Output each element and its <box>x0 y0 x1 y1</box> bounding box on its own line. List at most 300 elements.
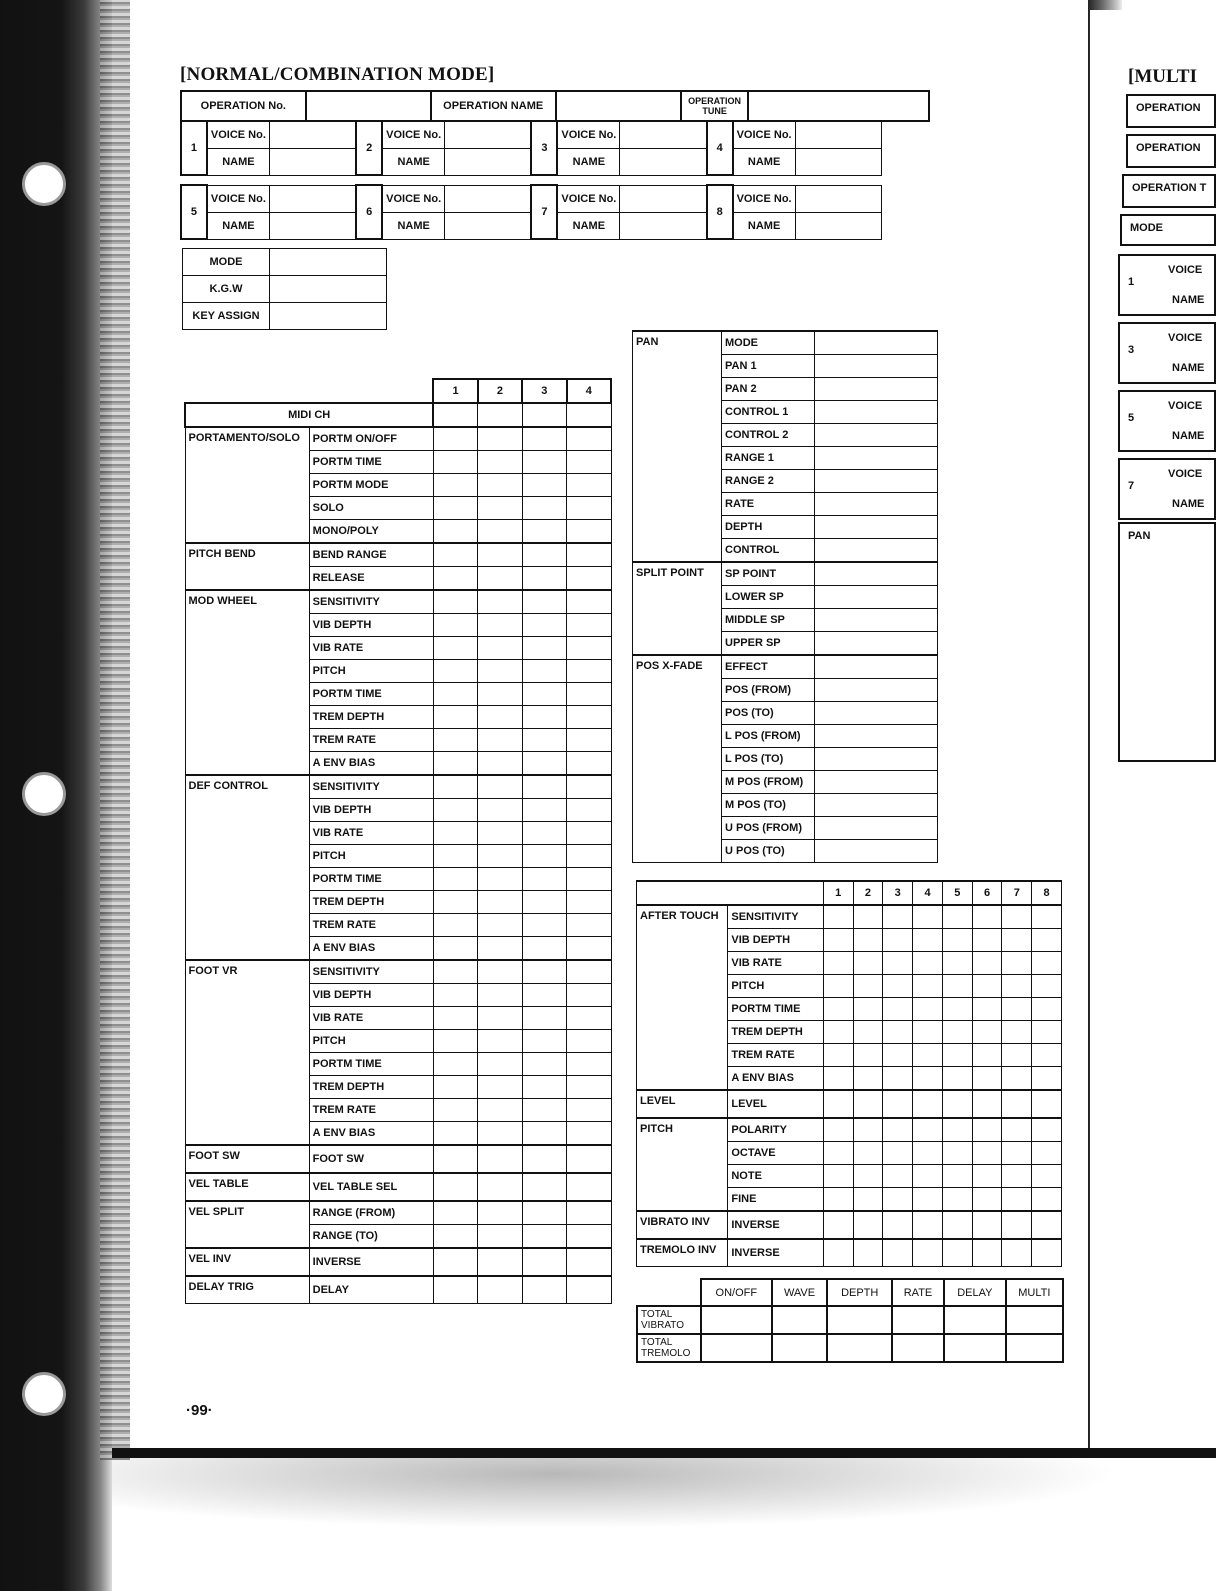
value-field[interactable] <box>1002 1211 1032 1239</box>
value-field[interactable] <box>567 1225 611 1249</box>
value-field[interactable] <box>942 998 972 1021</box>
value-field[interactable] <box>1032 1021 1062 1044</box>
value-field[interactable] <box>433 614 477 637</box>
value-field[interactable] <box>972 952 1002 975</box>
value-field[interactable] <box>522 984 566 1007</box>
value-field[interactable] <box>567 706 611 729</box>
value-field[interactable] <box>433 543 477 567</box>
value-field[interactable] <box>942 1090 972 1118</box>
value-field[interactable] <box>433 1276 477 1304</box>
value-field[interactable] <box>522 799 566 822</box>
value-field[interactable] <box>942 1239 972 1267</box>
value-field[interactable] <box>1032 929 1062 952</box>
value-field[interactable] <box>567 614 611 637</box>
value-field[interactable] <box>433 1145 477 1173</box>
value-field[interactable] <box>522 590 566 614</box>
value-field[interactable] <box>1002 1021 1032 1044</box>
value-field[interactable] <box>522 497 566 520</box>
value-field[interactable] <box>478 1122 522 1146</box>
value-field[interactable] <box>815 424 938 447</box>
value-field[interactable] <box>815 771 938 794</box>
lfo-value-field[interactable] <box>892 1306 944 1334</box>
value-field[interactable] <box>478 1076 522 1099</box>
value-field[interactable] <box>478 799 522 822</box>
value-field[interactable] <box>478 683 522 706</box>
value-field[interactable] <box>478 660 522 683</box>
value-field[interactable] <box>823 952 853 975</box>
value-field[interactable] <box>853 929 883 952</box>
value-field[interactable] <box>1032 905 1062 929</box>
value-field[interactable] <box>823 998 853 1021</box>
value-field[interactable] <box>433 937 477 961</box>
value-field[interactable] <box>478 474 522 497</box>
value-field[interactable] <box>567 1145 611 1173</box>
value-field[interactable] <box>522 822 566 845</box>
value-field[interactable] <box>823 1165 853 1188</box>
value-field[interactable] <box>478 1276 522 1304</box>
value-field[interactable] <box>913 1165 943 1188</box>
value-field[interactable] <box>823 1067 853 1091</box>
value-field[interactable] <box>478 1173 522 1201</box>
voice-no-field[interactable] <box>269 185 356 212</box>
value-field[interactable] <box>815 817 938 840</box>
value-field[interactable] <box>823 1211 853 1239</box>
value-field[interactable] <box>913 905 943 929</box>
value-field[interactable] <box>567 868 611 891</box>
value-field[interactable] <box>823 1044 853 1067</box>
lfo-value-field[interactable] <box>944 1306 1006 1334</box>
value-field[interactable] <box>815 447 938 470</box>
value-field[interactable] <box>1032 998 1062 1021</box>
value-field[interactable] <box>913 1090 943 1118</box>
value-field[interactable] <box>433 706 477 729</box>
value-field[interactable] <box>1032 1067 1062 1091</box>
value-field[interactable] <box>433 637 477 660</box>
value-field[interactable] <box>478 822 522 845</box>
value-field[interactable] <box>433 567 477 591</box>
value-field[interactable] <box>478 706 522 729</box>
value-field[interactable] <box>567 1201 611 1225</box>
value-field[interactable] <box>522 1076 566 1099</box>
value-field[interactable] <box>853 1067 883 1091</box>
value-field[interactable] <box>913 952 943 975</box>
value-field[interactable] <box>522 914 566 937</box>
value-field[interactable] <box>478 590 522 614</box>
value-field[interactable] <box>567 799 611 822</box>
value-field[interactable] <box>478 868 522 891</box>
value-field[interactable] <box>972 1211 1002 1239</box>
value-field[interactable] <box>522 775 566 799</box>
value-field[interactable] <box>478 752 522 776</box>
value-field[interactable] <box>853 1090 883 1118</box>
value-field[interactable] <box>478 520 522 544</box>
value-field[interactable] <box>522 1030 566 1053</box>
value-field[interactable] <box>815 725 938 748</box>
value-field[interactable] <box>567 1276 611 1304</box>
value-field[interactable] <box>522 660 566 683</box>
value-field[interactable] <box>478 914 522 937</box>
value-field[interactable] <box>478 427 522 451</box>
value-field[interactable] <box>823 1118 853 1142</box>
value-field[interactable] <box>853 1142 883 1165</box>
voice-no-field[interactable] <box>445 185 532 212</box>
value-field[interactable] <box>883 1118 913 1142</box>
value-field[interactable] <box>478 984 522 1007</box>
value-field[interactable] <box>478 1030 522 1053</box>
value-field[interactable] <box>478 729 522 752</box>
value-field[interactable] <box>522 637 566 660</box>
value-field[interactable] <box>883 929 913 952</box>
voice-name-field[interactable] <box>445 148 532 175</box>
value-field[interactable] <box>913 975 943 998</box>
value-field[interactable] <box>522 1007 566 1030</box>
lfo-value-field[interactable] <box>1006 1306 1063 1334</box>
value-field[interactable] <box>1002 952 1032 975</box>
value-field[interactable] <box>972 905 1002 929</box>
value-field[interactable] <box>942 1211 972 1239</box>
value-field[interactable] <box>942 1188 972 1212</box>
value-field[interactable] <box>883 998 913 1021</box>
setting-field[interactable] <box>270 276 387 303</box>
value-field[interactable] <box>913 1211 943 1239</box>
value-field[interactable] <box>883 1211 913 1239</box>
value-field[interactable] <box>913 1239 943 1267</box>
value-field[interactable] <box>522 520 566 544</box>
value-field[interactable] <box>942 905 972 929</box>
value-field[interactable] <box>478 543 522 567</box>
value-field[interactable] <box>1032 975 1062 998</box>
voice-no-field[interactable] <box>620 121 707 148</box>
value-field[interactable] <box>567 427 611 451</box>
value-field[interactable] <box>883 1044 913 1067</box>
value-field[interactable] <box>815 840 938 863</box>
value-field[interactable] <box>433 660 477 683</box>
value-field[interactable] <box>478 891 522 914</box>
value-field[interactable] <box>972 1188 1002 1212</box>
value-field[interactable] <box>433 1225 477 1249</box>
value-field[interactable] <box>815 609 938 632</box>
value-field[interactable] <box>972 1239 1002 1267</box>
voice-name-field[interactable] <box>620 212 707 239</box>
value-field[interactable] <box>1032 1090 1062 1118</box>
value-field[interactable] <box>433 891 477 914</box>
value-field[interactable] <box>433 1007 477 1030</box>
value-field[interactable] <box>1002 1118 1032 1142</box>
value-field[interactable] <box>433 451 477 474</box>
value-field[interactable] <box>522 1145 566 1173</box>
value-field[interactable] <box>913 1142 943 1165</box>
value-field[interactable] <box>478 1248 522 1276</box>
value-field[interactable] <box>853 1188 883 1212</box>
value-field[interactable] <box>883 1165 913 1188</box>
value-field[interactable] <box>1002 1142 1032 1165</box>
value-field[interactable] <box>1002 1165 1032 1188</box>
value-field[interactable] <box>567 960 611 984</box>
value-field[interactable] <box>815 331 938 355</box>
operation-name-field[interactable] <box>556 91 681 121</box>
value-field[interactable] <box>815 401 938 424</box>
value-field[interactable] <box>853 1211 883 1239</box>
value-field[interactable] <box>522 960 566 984</box>
voice-no-field[interactable] <box>795 185 881 212</box>
value-field[interactable] <box>478 637 522 660</box>
value-field[interactable] <box>883 952 913 975</box>
value-field[interactable] <box>522 937 566 961</box>
value-field[interactable] <box>853 1118 883 1142</box>
value-field[interactable] <box>522 567 566 591</box>
value-field[interactable] <box>853 975 883 998</box>
value-field[interactable] <box>972 1044 1002 1067</box>
value-field[interactable] <box>567 914 611 937</box>
lfo-value-field[interactable] <box>772 1306 828 1334</box>
value-field[interactable] <box>522 1248 566 1276</box>
value-field[interactable] <box>522 614 566 637</box>
value-field[interactable] <box>567 1173 611 1201</box>
value-field[interactable] <box>942 1044 972 1067</box>
value-field[interactable] <box>913 1044 943 1067</box>
value-field[interactable] <box>567 590 611 614</box>
value-field[interactable] <box>815 493 938 516</box>
value-field[interactable] <box>522 891 566 914</box>
value-field[interactable] <box>942 1021 972 1044</box>
value-field[interactable] <box>567 1076 611 1099</box>
value-field[interactable] <box>815 748 938 771</box>
value-field[interactable] <box>815 794 938 817</box>
value-field[interactable] <box>815 355 938 378</box>
value-field[interactable] <box>478 1099 522 1122</box>
value-field[interactable] <box>433 1122 477 1146</box>
value-field[interactable] <box>433 1173 477 1201</box>
voice-name-field[interactable] <box>795 148 881 175</box>
value-field[interactable] <box>522 706 566 729</box>
value-field[interactable] <box>853 1165 883 1188</box>
value-field[interactable] <box>1032 1044 1062 1067</box>
value-field[interactable] <box>433 1201 477 1225</box>
value-field[interactable] <box>823 929 853 952</box>
value-field[interactable] <box>433 520 477 544</box>
value-field[interactable] <box>567 984 611 1007</box>
value-field[interactable] <box>853 998 883 1021</box>
lfo-value-field[interactable] <box>1006 1334 1063 1362</box>
value-field[interactable] <box>567 683 611 706</box>
value-field[interactable] <box>913 929 943 952</box>
value-field[interactable] <box>853 905 883 929</box>
value-field[interactable] <box>1002 998 1032 1021</box>
value-field[interactable] <box>522 1225 566 1249</box>
value-field[interactable] <box>883 1142 913 1165</box>
value-field[interactable] <box>567 1007 611 1030</box>
value-field[interactable] <box>942 929 972 952</box>
value-field[interactable] <box>823 1021 853 1044</box>
value-field[interactable] <box>522 427 566 451</box>
value-field[interactable] <box>433 1099 477 1122</box>
value-field[interactable] <box>567 891 611 914</box>
value-field[interactable] <box>478 614 522 637</box>
value-field[interactable] <box>853 1239 883 1267</box>
value-field[interactable] <box>478 1007 522 1030</box>
value-field[interactable] <box>522 1053 566 1076</box>
value-field[interactable] <box>433 914 477 937</box>
lfo-value-field[interactable] <box>944 1334 1006 1362</box>
value-field[interactable] <box>815 516 938 539</box>
voice-no-field[interactable] <box>620 185 707 212</box>
voice-no-field[interactable] <box>795 121 881 148</box>
value-field[interactable] <box>815 655 938 679</box>
value-field[interactable] <box>972 998 1002 1021</box>
value-field[interactable] <box>478 1145 522 1173</box>
value-field[interactable] <box>972 1090 1002 1118</box>
value-field[interactable] <box>478 1053 522 1076</box>
value-field[interactable] <box>433 683 477 706</box>
value-field[interactable] <box>1002 1067 1032 1091</box>
value-field[interactable] <box>823 1142 853 1165</box>
value-field[interactable] <box>853 952 883 975</box>
operation-tune-field[interactable] <box>748 91 929 121</box>
value-field[interactable] <box>433 1030 477 1053</box>
value-field[interactable] <box>567 1099 611 1122</box>
value-field[interactable] <box>522 845 566 868</box>
value-field[interactable] <box>972 929 1002 952</box>
value-field[interactable] <box>913 1188 943 1212</box>
value-field[interactable] <box>567 775 611 799</box>
value-field[interactable] <box>815 632 938 656</box>
value-field[interactable] <box>522 729 566 752</box>
value-field[interactable] <box>567 567 611 591</box>
value-field[interactable] <box>478 567 522 591</box>
value-field[interactable] <box>972 1021 1002 1044</box>
lfo-value-field[interactable] <box>701 1334 772 1362</box>
value-field[interactable] <box>567 637 611 660</box>
value-field[interactable] <box>522 752 566 776</box>
value-field[interactable] <box>883 1239 913 1267</box>
value-field[interactable] <box>823 1090 853 1118</box>
value-field[interactable] <box>942 1165 972 1188</box>
value-field[interactable] <box>433 497 477 520</box>
value-field[interactable] <box>522 1122 566 1146</box>
value-field[interactable] <box>823 905 853 929</box>
value-field[interactable] <box>942 975 972 998</box>
value-field[interactable] <box>567 520 611 544</box>
value-field[interactable] <box>815 679 938 702</box>
value-field[interactable] <box>478 1201 522 1225</box>
value-field[interactable] <box>1002 975 1032 998</box>
value-field[interactable] <box>972 1142 1002 1165</box>
value-field[interactable] <box>883 905 913 929</box>
lfo-value-field[interactable] <box>701 1306 772 1334</box>
value-field[interactable] <box>1002 1044 1032 1067</box>
value-field[interactable] <box>567 1122 611 1146</box>
value-field[interactable] <box>433 590 477 614</box>
value-field[interactable] <box>478 845 522 868</box>
value-field[interactable] <box>913 998 943 1021</box>
value-field[interactable] <box>883 1090 913 1118</box>
value-field[interactable] <box>883 1021 913 1044</box>
value-field[interactable] <box>522 1099 566 1122</box>
value-field[interactable] <box>1002 929 1032 952</box>
value-field[interactable] <box>1002 1188 1032 1212</box>
value-field[interactable] <box>815 562 938 586</box>
value-field[interactable] <box>1032 1118 1062 1142</box>
lfo-value-field[interactable] <box>772 1334 828 1362</box>
value-field[interactable] <box>567 822 611 845</box>
value-field[interactable] <box>913 1021 943 1044</box>
value-field[interactable] <box>567 543 611 567</box>
value-field[interactable] <box>567 451 611 474</box>
value-field[interactable] <box>1032 1188 1062 1212</box>
value-field[interactable] <box>522 1201 566 1225</box>
value-field[interactable] <box>567 1030 611 1053</box>
value-field[interactable] <box>522 474 566 497</box>
value-field[interactable] <box>433 427 477 451</box>
value-field[interactable] <box>1002 1090 1032 1118</box>
value-field[interactable] <box>913 1118 943 1142</box>
value-field[interactable] <box>815 470 938 493</box>
value-field[interactable] <box>478 937 522 961</box>
value-field[interactable] <box>1032 952 1062 975</box>
setting-field[interactable] <box>270 303 387 330</box>
value-field[interactable] <box>433 775 477 799</box>
value-field[interactable] <box>433 984 477 1007</box>
value-field[interactable] <box>567 474 611 497</box>
value-field[interactable] <box>567 497 611 520</box>
value-field[interactable] <box>972 1118 1002 1142</box>
value-field[interactable] <box>567 660 611 683</box>
midi-ch-field[interactable] <box>433 403 477 427</box>
value-field[interactable] <box>478 1225 522 1249</box>
value-field[interactable] <box>883 1188 913 1212</box>
value-field[interactable] <box>433 752 477 776</box>
value-field[interactable] <box>433 822 477 845</box>
value-field[interactable] <box>853 1021 883 1044</box>
value-field[interactable] <box>567 1248 611 1276</box>
voice-name-field[interactable] <box>445 212 532 239</box>
value-field[interactable] <box>433 729 477 752</box>
value-field[interactable] <box>522 451 566 474</box>
value-field[interactable] <box>883 975 913 998</box>
value-field[interactable] <box>942 952 972 975</box>
midi-ch-field[interactable] <box>478 403 522 427</box>
value-field[interactable] <box>567 729 611 752</box>
value-field[interactable] <box>522 543 566 567</box>
value-field[interactable] <box>567 845 611 868</box>
value-field[interactable] <box>1032 1239 1062 1267</box>
value-field[interactable] <box>815 586 938 609</box>
value-field[interactable] <box>433 799 477 822</box>
value-field[interactable] <box>478 451 522 474</box>
midi-ch-field[interactable] <box>567 403 611 427</box>
value-field[interactable] <box>433 1076 477 1099</box>
voice-no-field[interactable] <box>269 121 356 148</box>
value-field[interactable] <box>883 1067 913 1091</box>
value-field[interactable] <box>1002 905 1032 929</box>
value-field[interactable] <box>972 1067 1002 1091</box>
value-field[interactable] <box>567 1053 611 1076</box>
value-field[interactable] <box>522 1173 566 1201</box>
value-field[interactable] <box>815 539 938 563</box>
value-field[interactable] <box>823 1239 853 1267</box>
value-field[interactable] <box>942 1067 972 1091</box>
value-field[interactable] <box>433 868 477 891</box>
lfo-value-field[interactable] <box>827 1306 892 1334</box>
voice-name-field[interactable] <box>269 148 356 175</box>
value-field[interactable] <box>823 1188 853 1212</box>
value-field[interactable] <box>567 752 611 776</box>
value-field[interactable] <box>913 1067 943 1091</box>
value-field[interactable] <box>522 868 566 891</box>
voice-name-field[interactable] <box>620 148 707 175</box>
value-field[interactable] <box>522 1276 566 1304</box>
voice-no-field[interactable] <box>445 121 532 148</box>
